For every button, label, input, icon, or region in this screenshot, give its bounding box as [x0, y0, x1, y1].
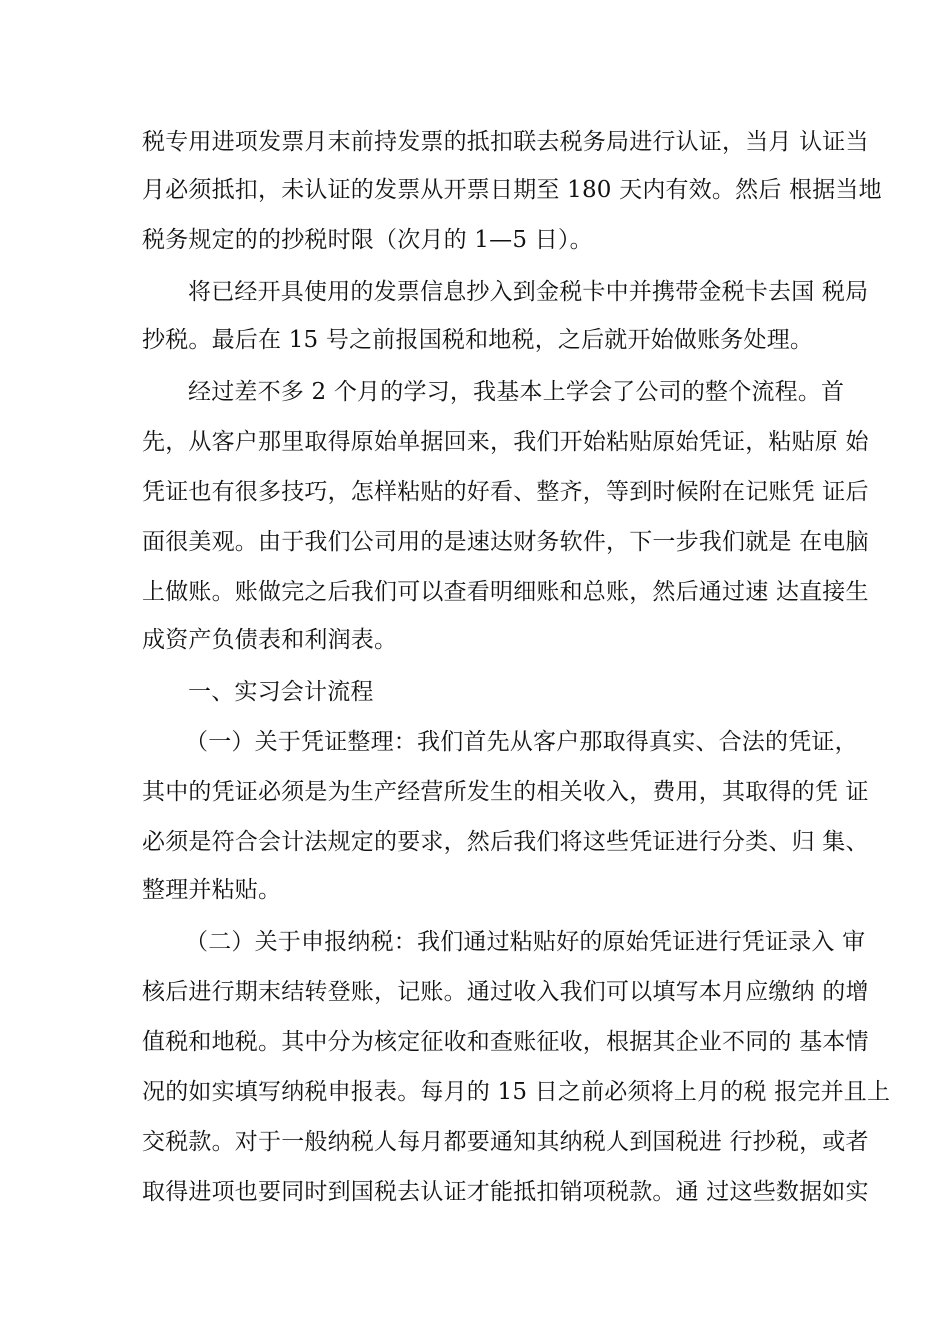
text-line: 必须是符合会计法规定的要求，然后我们将这些凭证进行分类、归 集、 [142, 829, 869, 855]
text-line: 成资产负债表和利润表。 [142, 627, 398, 653]
paragraph-first-line: （一）关于凭证整理：我们首先从客户那取得真实、合法的凭证， [185, 729, 858, 755]
text-line: 凭证也有很多技巧，怎样粘贴的好看、整齐，等到时候附在记账凭 证后 [142, 479, 869, 505]
text-line: 抄税。最后在 15 号之前报国税和地税，之后就开始做账务处理。 [142, 327, 814, 353]
text-line: 值税和地税。其中分为核定征收和查账征收，根据其企业不同的 基本情 [142, 1029, 869, 1055]
text-line: 取得进项也要同时到国税去认证才能抵扣销项税款。通 过这些数据如实 [142, 1179, 869, 1205]
text-line: 税专用进项发票月末前持发票的抵扣联去税务局进行认证，当月 认证当 [142, 129, 869, 155]
text-line: 交税款。对于一般纳税人每月都要通知其纳税人到国税进 行抄税，或者 [142, 1129, 869, 1155]
text-line: 税务规定的的抄税时限（次月的 1—5 日）。 [142, 227, 593, 253]
text-line: 况的如实填写纳税申报表。每月的 15 日之前必须将上月的税 报完并且上 [142, 1079, 891, 1105]
text-line: 核后进行期末结转登账，记账。通过收入我们可以填写本月应缴纳 的增 [142, 979, 869, 1005]
text-line: 整理并粘贴。 [142, 877, 282, 903]
paragraph-first-line: 将已经开具使用的发票信息抄入到金税卡中并携带金税卡去国 税局 [188, 279, 869, 305]
text-line: 上做账。账做完之后我们可以查看明细账和总账，然后通过速 达直接生 [142, 579, 869, 605]
paragraph-first-line: 经过差不多 2 个月的学习，我基本上学会了公司的整个流程。首 [188, 379, 845, 405]
text-line: 面很美观。由于我们公司用的是速达财务软件，下一步我们就是 在电脑 [142, 529, 869, 555]
text-line: 其中的凭证必须是为生产经营所发生的相关收入，费用，其取得的凭 证 [142, 779, 869, 805]
text-line: 月必须抵扣，未认证的发票从开票日期至 180 天内有效。然后 根据当地 [142, 177, 882, 203]
section-heading: 一、实习会计流程 [188, 679, 374, 705]
text-line: 先，从客户那里取得原始单据回来，我们开始粘贴原始凭证，粘贴原 始 [142, 429, 869, 455]
paragraph-first-line: （二）关于申报纳税：我们通过粘贴好的原始凭证进行凭证录入 审 [185, 929, 866, 955]
